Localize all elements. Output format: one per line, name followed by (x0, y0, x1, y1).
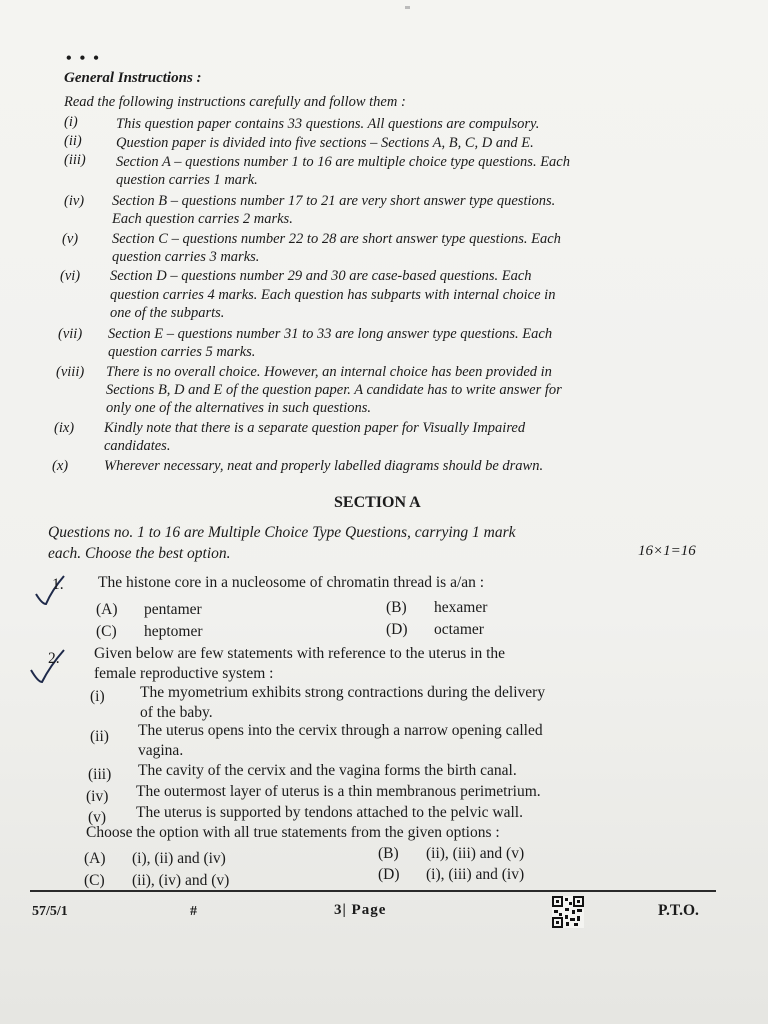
instruction-number: (ii) (64, 133, 82, 149)
instruction-text: one of the subparts. (110, 305, 225, 321)
page-edge-mark (405, 6, 410, 9)
instruction-text: question carries 5 marks. (108, 344, 256, 360)
statement-text: The uterus opens into the cervix through a narrow opening called (138, 722, 543, 739)
instruction-text: candidates. (104, 438, 171, 454)
question-stem: Given below are few statements with reference to the uterus in the (94, 645, 506, 662)
option-text: octamer (434, 621, 484, 638)
instruction-text: Sections B, D and E of the question paper. A candidate has to write answer for (106, 382, 562, 398)
statement-number: (iv) (86, 788, 109, 805)
option-text: heptomer (144, 623, 203, 640)
ellipsis-mark: • • • (66, 50, 101, 67)
option-text: (i), (ii) and (iv) (132, 850, 226, 867)
instructions-heading: General Instructions : (64, 70, 202, 86)
option-label: (D) (378, 866, 400, 883)
statement-text: of the baby. (140, 704, 213, 721)
option-c (84, 872, 229, 890)
instruction-text: There is no overall choice. However, an internal choice has been provided in (106, 364, 552, 380)
instruction-text: question carries 3 marks. (112, 249, 260, 265)
option-a (96, 601, 202, 619)
instructions-intro: Read the following instructions carefully and follow them : (64, 94, 406, 110)
option-b (386, 599, 487, 617)
instruction-text: Wherever necessary, neat and properly labelled diagrams should be drawn. (104, 458, 544, 474)
instruction-text: This question paper contains 33 questions. All questions are compulsory. (116, 116, 540, 132)
option-d (386, 621, 484, 639)
statement-number: (ii) (90, 728, 109, 745)
option-d (378, 866, 524, 884)
paper-code: 57/5/1 (32, 904, 68, 919)
qr-code-icon (552, 896, 584, 928)
option-label: (C) (96, 623, 117, 640)
instruction-number: (ix) (54, 420, 75, 436)
instruction-text: Kindly note that there is a separate question paper for Visually Impaired (104, 420, 526, 436)
statement-text: The myometrium exhibits strong contractions during the delivery (140, 684, 546, 701)
statement-number: (iii) (88, 766, 112, 783)
instruction-number: (iii) (64, 152, 86, 168)
statement-number: (i) (90, 688, 105, 705)
question-stem: female reproductive system : (94, 665, 274, 682)
option-text: pentamer (144, 601, 202, 618)
instruction-text: Section C – questions number 22 to 28 are short answer type questions. Each (112, 231, 561, 247)
statement-number: (v) (88, 809, 107, 826)
hash-mark: # (190, 904, 197, 919)
instruction-number: (i) (64, 114, 78, 130)
question-number: 1. (52, 576, 64, 593)
statement-text: vagina. (138, 742, 184, 759)
instruction-text: question carries 1 mark. (116, 172, 258, 188)
statement-text: The outermost layer of uterus is a thin membranous perimetrium. (136, 783, 541, 800)
option-label: (B) (386, 599, 407, 616)
instruction-text: Each question carries 2 marks. (112, 211, 293, 227)
instruction-text: Question paper is divided into five sections – Sections A, B, C, D and E. (116, 135, 534, 151)
instruction-number: (vii) (58, 326, 83, 342)
handwritten-tick-icon (30, 572, 70, 608)
section-title: SECTION A (334, 494, 421, 511)
page-number: 3| Page (334, 902, 387, 918)
section-description: each. Choose the best option. (48, 545, 231, 562)
section-description: Questions no. 1 to 16 are Multiple Choice Type Questions, carrying 1 mark (48, 524, 516, 541)
question-text: The histone core in a nucleosome of chromatin thread is a/an : (98, 574, 485, 591)
option-text: (i), (iii) and (iv) (426, 866, 525, 883)
option-label: (B) (378, 845, 399, 862)
option-b (378, 845, 524, 863)
statement-text: The uterus is supported by tendons attached to the pelvic wall. (136, 804, 523, 821)
option-label: (C) (84, 872, 105, 889)
pto-label: P.T.O. (658, 902, 699, 919)
instruction-number: (x) (52, 458, 69, 474)
instruction-text: Section A – questions number 1 to 16 are multiple choice type questions. Each (116, 154, 570, 170)
statement-text: The cavity of the cervix and the vagina forms the birth canal. (138, 762, 517, 779)
option-c (96, 623, 203, 641)
instruction-text: question carries 4 marks. Each question has subparts with internal choice in (110, 287, 556, 303)
question-number: 2. (48, 650, 60, 667)
instruction-number: (vi) (60, 268, 81, 284)
option-text: (ii), (iv) and (v) (132, 872, 230, 889)
question-instruction: Choose the option with all true statements from the given options : (86, 824, 500, 841)
option-label: (D) (386, 621, 408, 638)
footer-divider (30, 890, 716, 892)
option-label: (A) (96, 601, 118, 618)
option-a (84, 850, 226, 868)
instruction-text: only one of the alternatives in such questions. (106, 400, 371, 416)
option-label: (A) (84, 850, 106, 867)
section-marks: 16×1=16 (638, 543, 696, 559)
option-text: hexamer (434, 599, 488, 616)
instruction-number: (v) (62, 231, 79, 247)
option-text: (ii), (iii) and (v) (426, 845, 525, 862)
instruction-text: Section E – questions number 31 to 33 are long answer type questions. Each (108, 326, 553, 342)
instruction-text: Section B – questions number 17 to 21 are very short answer type questions. (112, 193, 556, 209)
instruction-number: (iv) (64, 193, 85, 209)
instruction-number: (viii) (56, 364, 85, 380)
instruction-text: Section D – questions number 29 and 30 are case-based questions. Each (110, 268, 532, 284)
